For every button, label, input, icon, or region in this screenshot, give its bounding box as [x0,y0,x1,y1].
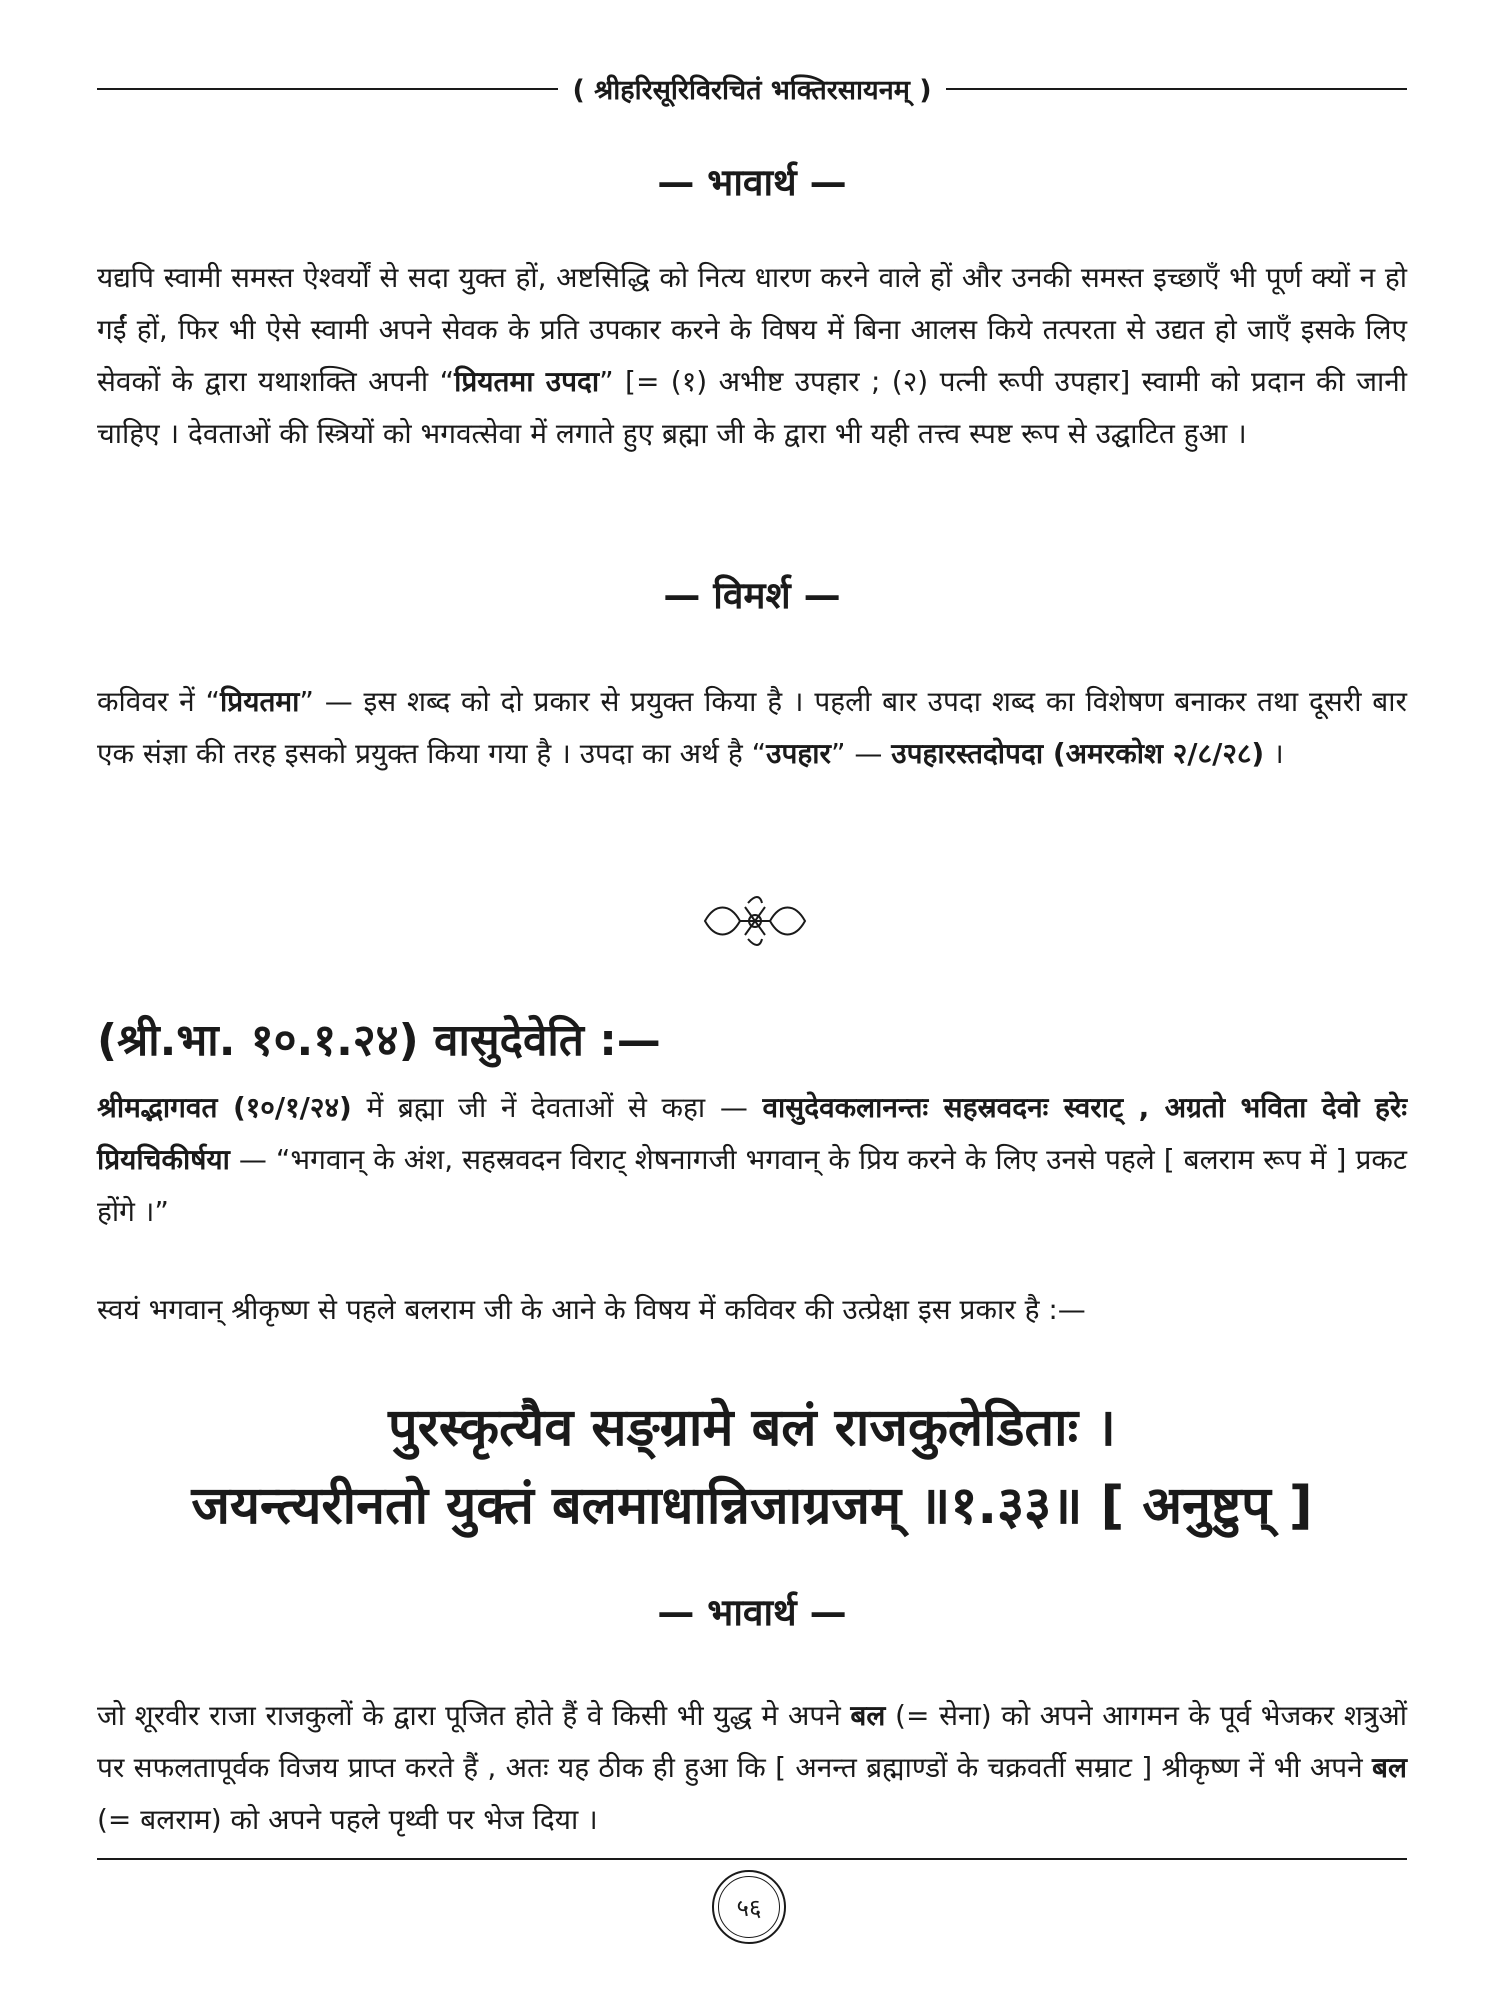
bold-citation: श्रीमद्भागवत (१०/१/२४) [97,1091,352,1124]
page-number: ५६ [712,1870,786,1944]
bold-term: उपहार [766,737,831,770]
bold-citation: उपहारस्तदोपदा (अमरकोश २/८/२८) [891,737,1265,770]
text-span: जो शूरवीर राजा राजकुलों के द्वारा पूजित होते हैं वे किसी भी युद्ध मे अपने [97,1699,851,1732]
bold-term: प्रियतमा उपदा [454,365,600,398]
text-span: (= बलराम) को अपने पहले पृथ्वी पर भेज दिया । [97,1803,598,1836]
text-span: ” — इस शब्द को दो प्रकार से प्रयुक्त किया है । पहली बार उपदा शब्द का विशेषण बनाकर तथा दूसरी बार एक संज्ञा की तरह इसको प्रयुक्त किया गया है । उपदा का अर्थ है “ [97,685,1407,770]
section-title-vasudeva: (श्री.भा. १०.१.२४) वासुदेवेति :— [97,1015,661,1066]
text-span: में ब्रह्मा जी नें देवताओं से कहा — [351,1091,763,1124]
paragraph-vasudeva [97,1082,1407,1238]
text-span: (= सेना) को अपने आगमन के पूर्व भेजकर शत्रुओं पर सफलतापूर्वक विजय प्राप्त करते हैं , अतः यह ठीक ही हुआ कि [ अनन्त ब्रह्माण्डों के चक्रवर्ती सम्राट ] श्रीकृष्ण नें भी अपने [97,1699,1407,1784]
bold-term: प्रियतमा [220,685,300,718]
text-span: कविवर नें “ [97,685,221,718]
heading-bhavarth-1: — भावार्थ — [657,161,847,204]
heading-bhavarth-2: — भावार्थ — [657,1591,847,1634]
text-span: । [1264,737,1284,770]
footer-rule [97,1858,1407,1860]
paragraph-intro: स्वयं भगवान् श्रीकृष्ण से पहले बलराम जी के आने के विषय में कविवर की उत्प्रेक्षा इस प्रकार है :— [97,1293,1086,1326]
header-rule-left [97,88,558,90]
paragraph-bhavarth-2 [97,1690,1407,1846]
text-span: ” [= (१) अभीष्ट उपहार ; (२) पत्नी रूपी उपहार] स्वामी को प्रदान की जानी चाहिए । देवताओं की स्त्रियों को भगवत्सेवा में लगाते हुए ब्रह्मा जी के द्वारा भी यही तत्त्व स्पष्ट रूप से उद्घाटित हुआ । [97,365,1408,450]
paragraph-bhavarth-1 [97,252,1407,460]
text-span: — “भगवान् के अंश, सहस्रवदन विराट् शेषनागजी भगवान् के प्रिय करने के लिए उनसे पहले [ बलराम रूप में ] प्रकट होंगे ।” [97,1143,1407,1228]
running-header [97,70,1407,107]
ornament-divider-icon [700,893,810,949]
header-rule-right [946,88,1407,90]
verse-line-1: पुरस्कृत्यैव सङ्ग्रामे बलं राजकुलेडिताः । [388,1398,1116,1458]
header-title: ( श्रीहरिसूरिविरचितं भक्तिरसायनम् ) [572,75,932,106]
verse-line-2: जयन्त्यरीनतो युक्तं बलमाधान्निजाग्रजम् ॥१.३३॥ [ अनुष्टुप् ] [191,1476,1313,1536]
bold-term: बल [1372,1751,1408,1784]
text-span: ” — [830,737,892,770]
paragraph-vimarsh [97,676,1407,780]
heading-vimarsh: — विमर्श — [663,574,841,617]
bold-quote: वासुदेवकलानन्तः सहस्रवदनः स्वराट् , अग्रतो भविता देवो हरेः प्रियचिकीर्षया [97,1091,1407,1176]
bold-term: बल [850,1699,886,1732]
text-span: यद्यपि स्वामी समस्त ऐश्वर्यों से सदा युक्त हों, अष्टसिद्धि को नित्य धारण करने वाले हों और उनकी समस्त इच्छाएँ भी पूर्ण क्यों न हो गईं हों, फिर भी ऐसे स्वामी अपने सेवक के प्रति उपकार करने के विषय में बिना आलस किये तत्परता से उद्यत हो जाएँ इसके लिए सेवकों के द्वारा यथाशक्ति अपनी “ [97,261,1407,398]
